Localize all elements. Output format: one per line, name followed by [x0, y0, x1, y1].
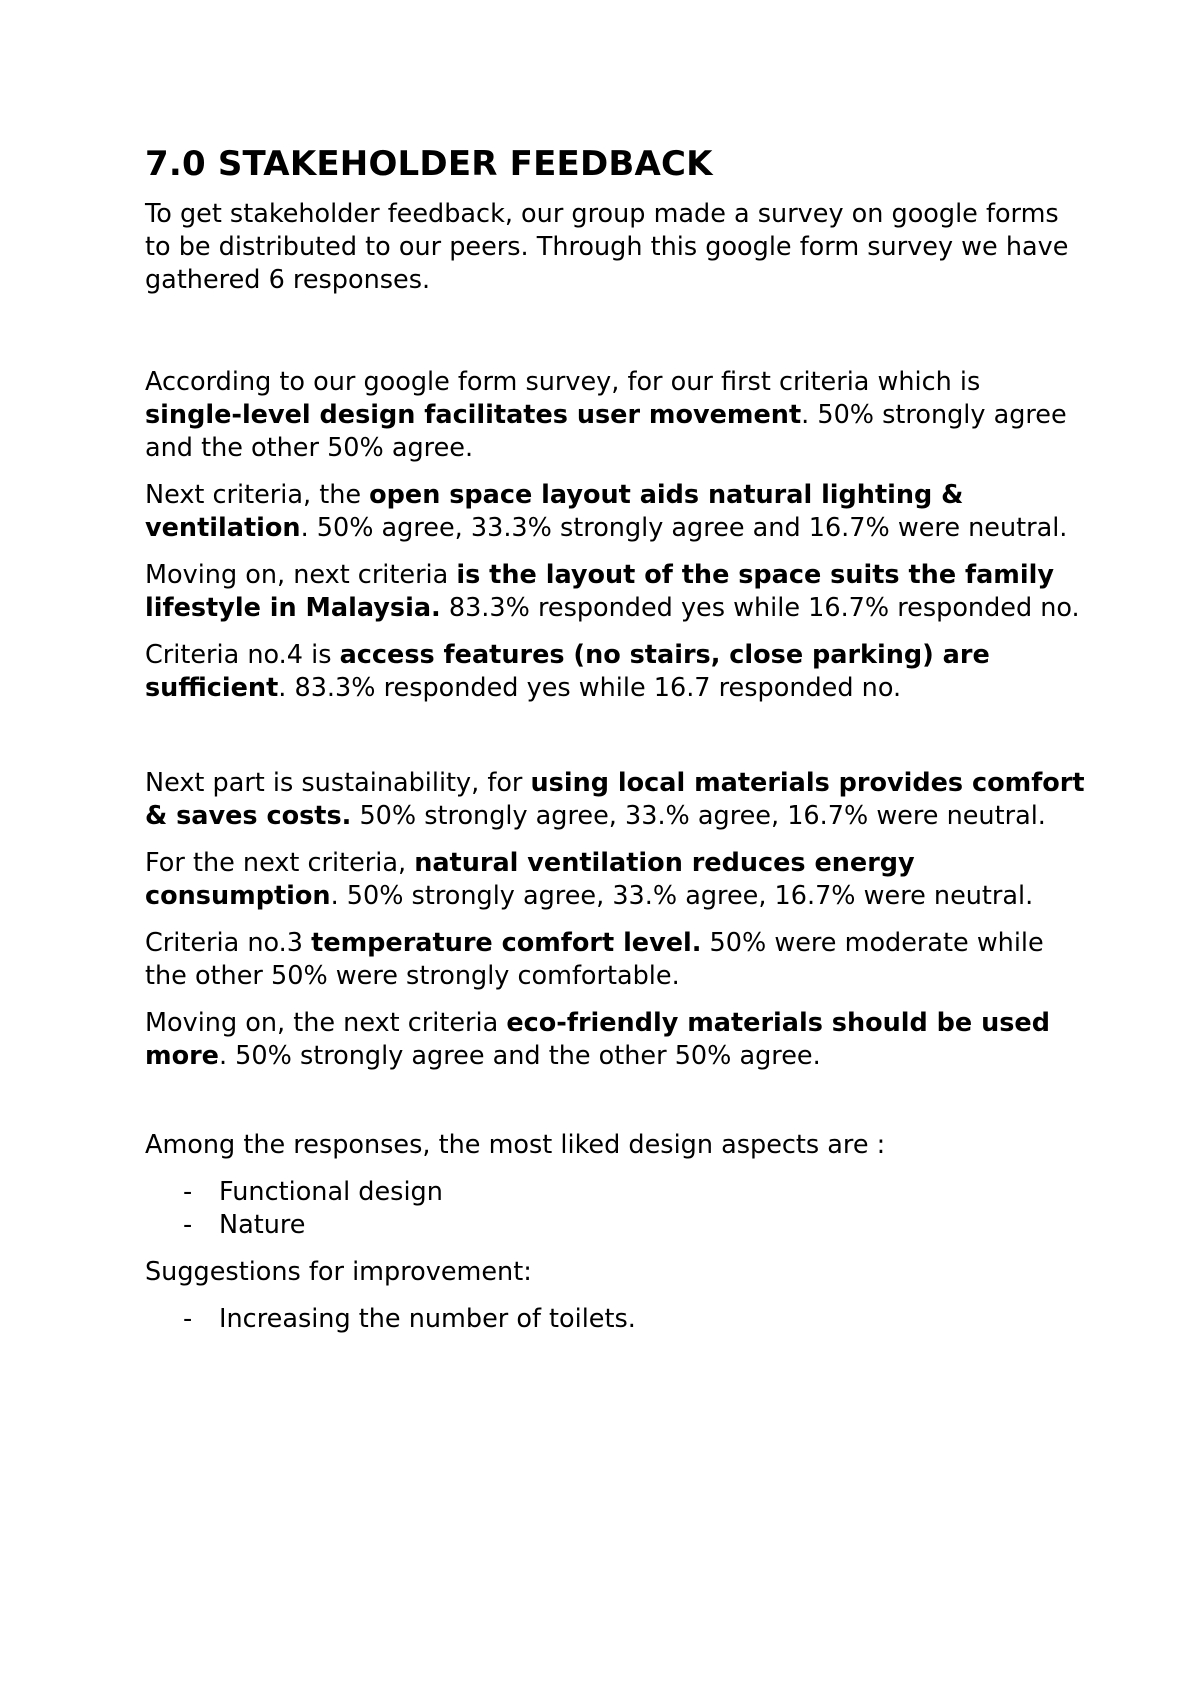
criteria-paragraph-1: According to our google form survey, for our first criteria which is single-level design facilitates user movement. 50% strongly agree and the other 50% agree. [145, 367, 1067, 463]
sustainability-3-title: temperature comfort level. [311, 928, 702, 958]
criteria-paragraph-2: Next criteria, the open space layout aids natural lighting & ventilation. 50% agree, 33.3% strongly agree and 16.7% were neutral. [145, 480, 1068, 543]
suggestions-intro: Suggestions for improvement: [145, 1257, 532, 1287]
sustainability-2-title: natural ventilation reduces energy consumption [145, 848, 915, 911]
section-heading: 7.0 STAKEHOLDER FEEDBACK [145, 144, 713, 184]
sustainability-4-title: eco-friendly materials should be used more [145, 1008, 1050, 1071]
criteria-4-title: access features (no stairs, close parking) are sufficient [145, 640, 990, 703]
spacer [145, 1087, 1085, 1129]
document-page [145, 140, 1085, 1350]
liked-aspects-intro: Among the responses, the most liked design aspects are : [145, 1130, 886, 1160]
list-item: - Nature [183, 1210, 306, 1240]
liked-aspects-list [145, 1176, 1085, 1242]
criteria-paragraph-4: Criteria no.4 is access features (no stairs, close parking) are sufficient. 83.3% responded yes while 16.7 responded no. [145, 640, 990, 703]
spacer [145, 719, 1085, 767]
dash-bullet: - [183, 1304, 193, 1334]
sustainability-paragraph-1: Next part is sustainability, for using local materials provides comfort & saves costs. 50% strongly agree, 33.% agree, 16.7% were neutral. [145, 768, 1085, 831]
list-item: - Functional design [183, 1177, 443, 1207]
criteria-2-title: open space layout aids natural lighting & ventilation [145, 480, 964, 543]
sustainability-paragraph-2: For the next criteria, natural ventilation reduces energy consumption. 50% strongly agree, 33.% agree, 16.7% were neutral. [145, 848, 1034, 911]
dash-bullet: - [183, 1210, 193, 1240]
criteria-paragraph-3: Moving on, next criteria is the layout of the space suits the family lifestyle in Malaysia. 83.3% responded yes while 16.7% responded no. [145, 560, 1080, 623]
intro-paragraph: To get stakeholder feedback, our group made a survey on google forms to be distributed to our peers. Through this google form survey we have gathered 6 responses. [145, 199, 1069, 295]
sustainability-paragraph-3: Criteria no.3 temperature comfort level. 50% were moderate while the other 50% were strongly comfortable. [145, 928, 1044, 991]
dash-bullet: - [183, 1177, 193, 1207]
criteria-3-title: is the layout of the space suits the family lifestyle in Malaysia. [145, 560, 1054, 623]
sustainability-1-title: using local materials provides comfort & saves costs. [145, 768, 1085, 831]
sustainability-paragraph-4: Moving on, the next criteria eco-friendly materials should be used more. 50% strongly agree and the other 50% agree. [145, 1008, 1050, 1071]
list-item: - Increasing the number of toilets. [183, 1304, 636, 1334]
suggestions-list [145, 1303, 1085, 1336]
spacer [145, 311, 1085, 366]
criteria-1-title: single-level design facilitates user movement [145, 400, 802, 430]
